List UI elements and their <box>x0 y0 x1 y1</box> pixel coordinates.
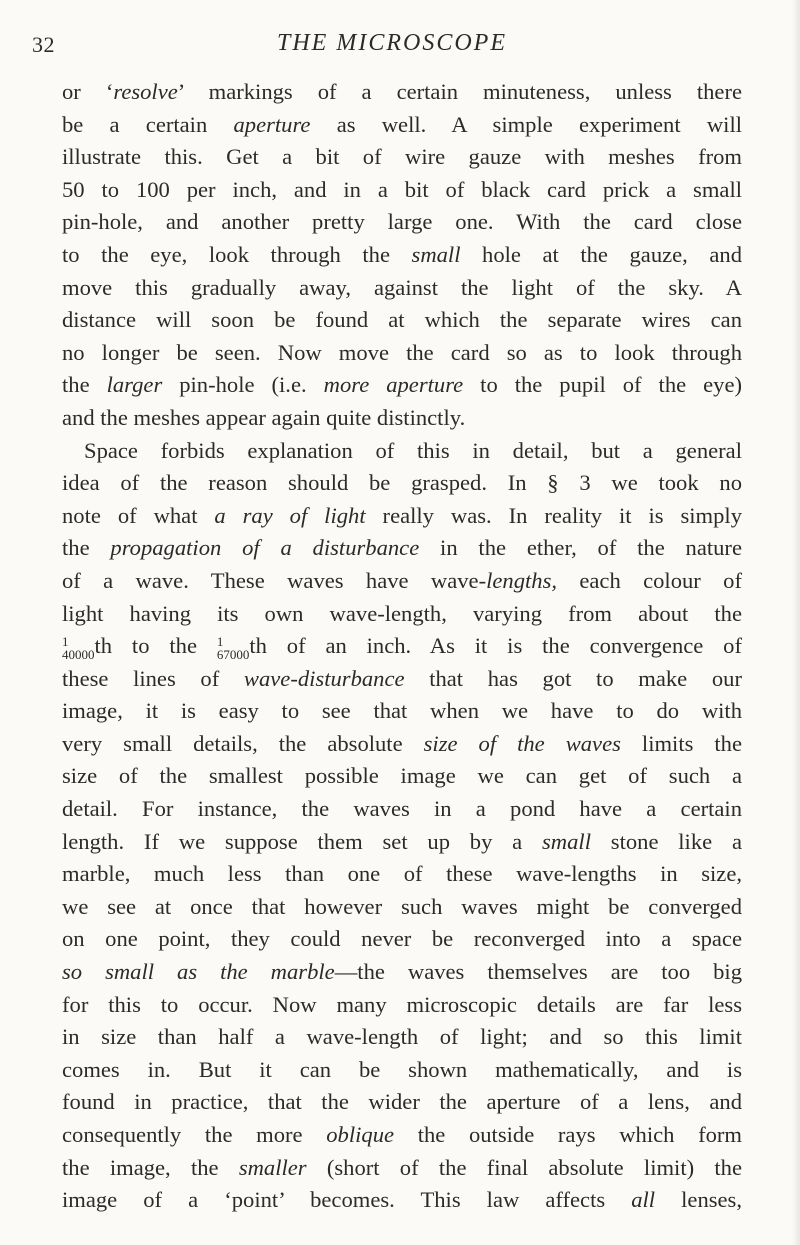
emphasis: lengths, <box>486 567 558 593</box>
text-line: idea of the reason should be grasped. In § 3 we took no <box>62 470 742 496</box>
running-title: THE MICROSCOPE <box>277 30 507 56</box>
text-line: note of what a ray of light really was. In reality it is simply <box>62 502 742 528</box>
text-line: the propagation of a disturbance in the ether, of the nature <box>62 535 742 561</box>
text-line: move this gradually away, against the light of the sky. A <box>62 274 742 300</box>
emphasis: so small as the marble <box>62 959 335 985</box>
text-line: comes in. But it can be shown mathematically, and is <box>62 1056 742 1082</box>
paragraph-1 <box>62 76 742 435</box>
emphasis: smaller <box>238 1154 307 1180</box>
text-line: length. If we suppose them set up by a small stone like a <box>62 828 742 854</box>
text-line: these lines of wave-disturbance that has got to make our <box>62 665 742 691</box>
paragraph-2 <box>62 435 742 1217</box>
text-line: we see at once that however such waves might be converged <box>62 893 742 919</box>
text-line: in size than half a wave-length of light; and so this limit <box>62 1024 742 1050</box>
text-line: to the eye, look through the small hole at the gauze, and <box>62 241 743 267</box>
text-line: the larger pin-hole (i.e. more aperture to the pupil of the eye) <box>62 372 743 398</box>
body-text <box>62 76 742 1217</box>
emphasis: oblique <box>326 1122 395 1147</box>
page-number: 32 <box>32 32 55 57</box>
emphasis: size of the waves <box>423 730 621 756</box>
emphasis: resolve <box>113 79 178 104</box>
emphasis: larger <box>106 372 163 398</box>
text-line: light having its own wave-length, varying from about the <box>62 600 742 626</box>
text-line: pin-hole, and another pretty large one. With the card close <box>62 209 742 235</box>
text-line: found in practice, that the wider the aperture of a lens, and <box>62 1089 742 1115</box>
text-line: for this to occur. Now many microscopic details are far less <box>62 991 742 1017</box>
emphasis: wave-disturbance <box>243 665 405 691</box>
emphasis: small <box>411 241 461 267</box>
text-line: no longer be seen. Now move the card so as to look through <box>62 339 742 365</box>
text-line: marble, much less than one of these wave-lengths in size, <box>62 861 742 887</box>
text-line: and the meshes appear again quite distinctly. <box>62 404 466 430</box>
fraction: 1 40000 <box>62 634 95 663</box>
text-line: image, it is easy to see that when we have to do with <box>62 698 742 724</box>
text-line: detail. For instance, the waves in a pond have a certain <box>62 796 742 822</box>
emphasis: small <box>542 828 591 854</box>
text-line: very small details, the absolute size of the waves limits the <box>62 730 742 756</box>
emphasis: aperture <box>233 111 311 137</box>
fraction: 1 67000 <box>216 634 250 663</box>
text-line: illustrate this. Get a bit of wire gauze with meshes from <box>62 144 742 170</box>
text-line: distance will soon be found at which the separate wires can <box>62 307 742 333</box>
text-line: be a certain aperture as well. A simple experiment will <box>62 111 742 137</box>
text-line: consequently the more oblique the outside rays which form <box>62 1122 743 1147</box>
emphasis: more aperture <box>323 372 464 398</box>
text-line: Space forbids explanation of this in detail, but a general <box>84 437 742 463</box>
emphasis: all <box>631 1187 656 1213</box>
text-line: 1 40000 th to the 1 67000 th of an inch. As it is the convergence of <box>62 633 742 663</box>
running-head <box>32 24 752 60</box>
text-line: on one point, they could never be reconverged into a space <box>62 926 742 952</box>
page-edge-shadow <box>792 0 800 1245</box>
text-line: or ‘resolve’ markings of a certain minuteness, unless there <box>62 79 742 104</box>
text-line: of a wave. These waves have wave-lengths, each colour of <box>62 567 742 593</box>
text-line: the image, the smaller (short of the final absolute limit) the <box>62 1154 742 1180</box>
text-line: image of a ‘point’ becomes. This law affects all lenses, <box>62 1187 743 1213</box>
text-line: size of the smallest possible image we can get of such a <box>62 763 742 789</box>
text-line: so small as the marble—the waves themselves are too big <box>62 959 743 985</box>
text-line: 50 to 100 per inch, and in a bit of black card prick a small <box>62 176 742 202</box>
emphasis: propagation of a disturbance <box>110 535 420 561</box>
emphasis: a ray of light <box>214 502 366 528</box>
